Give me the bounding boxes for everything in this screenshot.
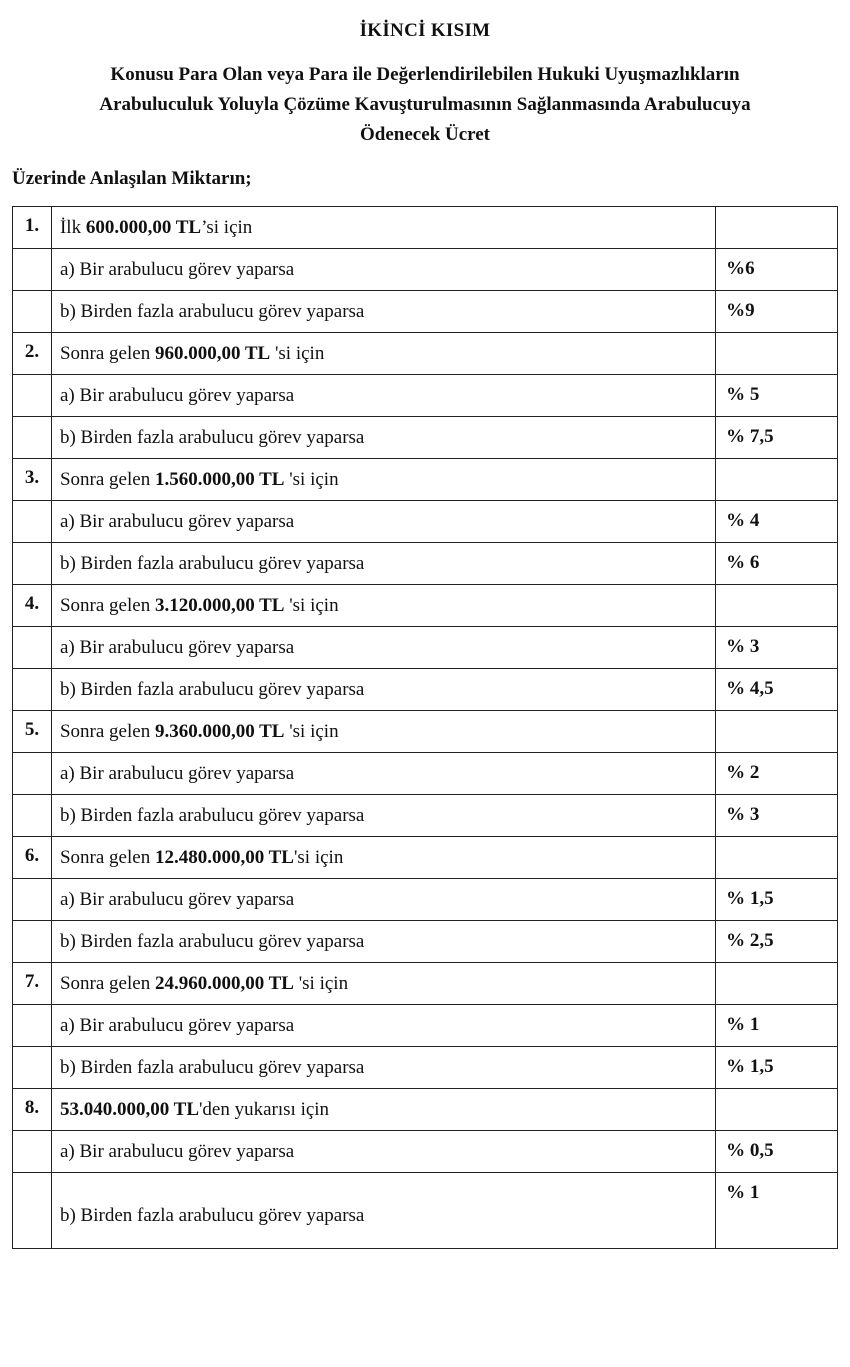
fee-condition: a) Bir arabulucu görev yaparsa	[51, 375, 715, 417]
fee-row	[13, 375, 838, 417]
amount-suffix: 'si için	[284, 594, 339, 616]
fee-row	[13, 795, 838, 837]
fee-condition: b) Birden fazla arabulucu görev yaparsa	[51, 543, 715, 585]
section-rate-empty	[716, 837, 838, 879]
amount-suffix: 'si için	[284, 720, 339, 742]
section-description	[51, 837, 715, 879]
subheading: Üzerinde Anlaşılan Miktarın;	[12, 168, 252, 189]
fee-rate: % 3	[716, 795, 838, 837]
amount-value: 600.000,00 TL	[85, 216, 202, 238]
amount-prefix: Sonra gelen	[59, 972, 155, 994]
fee-rate: % 7,5	[716, 417, 838, 459]
row-number-empty	[13, 753, 52, 795]
fee-row	[13, 417, 838, 459]
row-number-empty	[13, 669, 52, 711]
row-number-empty	[13, 795, 52, 837]
section-number: 3.	[13, 459, 52, 501]
fee-rate: % 4	[716, 501, 838, 543]
fee-condition: a) Bir arabulucu görev yaparsa	[51, 879, 715, 921]
row-number-empty	[13, 921, 52, 963]
fee-rate: %6	[716, 249, 838, 291]
amount-value: 53.040.000,00 TL	[59, 1098, 199, 1120]
section-description	[51, 711, 715, 753]
fee-condition: a) Bir arabulucu görev yaparsa	[51, 249, 715, 291]
section-header-row	[13, 711, 838, 753]
section-rate-empty	[716, 1089, 838, 1131]
section-header-row	[13, 459, 838, 501]
fee-table-body	[13, 207, 838, 1249]
amount-value: 9.360.000,00 TL	[154, 720, 285, 742]
fee-row	[13, 1005, 838, 1047]
section-description	[51, 1089, 715, 1131]
fee-condition: b) Birden fazla arabulucu görev yaparsa	[51, 417, 715, 459]
amount-prefix: Sonra gelen	[59, 720, 155, 742]
heading-line-3: Ödenecek Ücret	[360, 124, 490, 145]
fee-rate: % 3	[716, 627, 838, 669]
fee-rate: % 1	[716, 1173, 838, 1249]
row-number-empty	[13, 627, 52, 669]
amount-suffix: 'den yukarısı için	[199, 1098, 330, 1120]
section-rate-empty	[716, 585, 838, 627]
fee-rate: % 4,5	[716, 669, 838, 711]
amount-prefix: Sonra gelen	[59, 342, 155, 364]
row-number-empty	[13, 291, 52, 333]
section-number: 4.	[13, 585, 52, 627]
fee-table	[12, 206, 838, 1249]
row-number-empty	[13, 879, 52, 921]
section-rate-empty	[716, 711, 838, 753]
section-description	[51, 459, 715, 501]
fee-row	[13, 1131, 838, 1173]
amount-suffix: 'si için	[284, 468, 339, 490]
amount-value: 960.000,00 TL	[154, 342, 271, 364]
fee-row	[13, 501, 838, 543]
section-rate-empty	[716, 333, 838, 375]
section-description	[51, 585, 715, 627]
section-description	[51, 333, 715, 375]
section-number: 7.	[13, 963, 52, 1005]
section-header-row	[13, 207, 838, 249]
fee-rate: % 6	[716, 543, 838, 585]
fee-row	[13, 669, 838, 711]
row-number-empty	[13, 1131, 52, 1173]
fee-rate: %9	[716, 291, 838, 333]
section-rate-empty	[716, 459, 838, 501]
fee-row	[13, 627, 838, 669]
section-header-row	[13, 963, 838, 1005]
section-number: 1.	[13, 207, 52, 249]
amount-value: 12.480.000,00 TL	[154, 846, 294, 868]
section-header-row	[13, 585, 838, 627]
fee-condition: a) Bir arabulucu görev yaparsa	[51, 627, 715, 669]
section-description	[51, 963, 715, 1005]
section-rate-empty	[716, 963, 838, 1005]
row-number-empty	[13, 417, 52, 459]
section-number: 2.	[13, 333, 52, 375]
fee-row	[13, 1047, 838, 1089]
fee-condition: b) Birden fazla arabulucu görev yaparsa	[51, 795, 715, 837]
fee-condition: a) Bir arabulucu görev yaparsa	[51, 1005, 715, 1047]
row-number-empty	[13, 1005, 52, 1047]
section-rate-empty	[716, 207, 838, 249]
amount-prefix: İlk	[59, 216, 86, 238]
fee-row	[13, 1173, 838, 1249]
row-number-empty	[13, 249, 52, 291]
amount-suffix: 'si için	[293, 846, 344, 868]
section-header-row	[13, 333, 838, 375]
fee-row	[13, 753, 838, 795]
fee-row	[13, 921, 838, 963]
row-number-empty	[13, 375, 52, 417]
fee-condition: b) Birden fazla arabulucu görev yaparsa	[51, 1173, 715, 1249]
amount-suffix: ’si için	[201, 216, 253, 238]
section-number: 6.	[13, 837, 52, 879]
fee-condition: a) Bir arabulucu görev yaparsa	[51, 501, 715, 543]
row-number-empty	[13, 543, 52, 585]
fee-condition: b) Birden fazla arabulucu görev yaparsa	[51, 1047, 715, 1089]
row-number-empty	[13, 1047, 52, 1089]
section-number: 8.	[13, 1089, 52, 1131]
fee-row	[13, 291, 838, 333]
heading-line-1: Konusu Para Olan veya Para ile Değerlendirilebilen Hukuki Uyuşmazlıkların	[110, 64, 740, 85]
section-header-row	[13, 1089, 838, 1131]
fee-rate: % 2	[716, 753, 838, 795]
amount-value: 1.560.000,00 TL	[154, 468, 285, 490]
fee-rate: % 5	[716, 375, 838, 417]
fee-rate: % 1	[716, 1005, 838, 1047]
section-description	[51, 207, 715, 249]
row-number-empty	[13, 501, 52, 543]
page-title: İKİNCİ KISIM	[359, 20, 491, 41]
fee-condition: b) Birden fazla arabulucu görev yaparsa	[51, 921, 715, 963]
heading-line-2: Arabuluculuk Yoluyla Çözüme Kavuşturulmasının Sağlanmasında Arabulucuya	[99, 94, 751, 115]
fee-rate: % 1,5	[716, 1047, 838, 1089]
amount-value: 24.960.000,00 TL	[154, 972, 294, 994]
fee-condition: a) Bir arabulucu görev yaparsa	[51, 1131, 715, 1173]
fee-rate: % 2,5	[716, 921, 838, 963]
fee-row	[13, 879, 838, 921]
section-number: 5.	[13, 711, 52, 753]
amount-suffix: 'si için	[270, 342, 325, 364]
fee-condition: b) Birden fazla arabulucu görev yaparsa	[51, 669, 715, 711]
section-header-row	[13, 837, 838, 879]
amount-prefix: Sonra gelen	[59, 468, 155, 490]
fee-rate: % 0,5	[716, 1131, 838, 1173]
amount-prefix: Sonra gelen	[59, 594, 155, 616]
fee-row	[13, 249, 838, 291]
fee-condition: b) Birden fazla arabulucu görev yaparsa	[51, 291, 715, 333]
fee-row	[13, 543, 838, 585]
amount-value: 3.120.000,00 TL	[154, 594, 285, 616]
amount-suffix: 'si için	[293, 972, 349, 994]
fee-condition: a) Bir arabulucu görev yaparsa	[51, 753, 715, 795]
amount-prefix: Sonra gelen	[59, 846, 155, 868]
fee-rate: % 1,5	[716, 879, 838, 921]
row-number-empty	[13, 1173, 52, 1249]
